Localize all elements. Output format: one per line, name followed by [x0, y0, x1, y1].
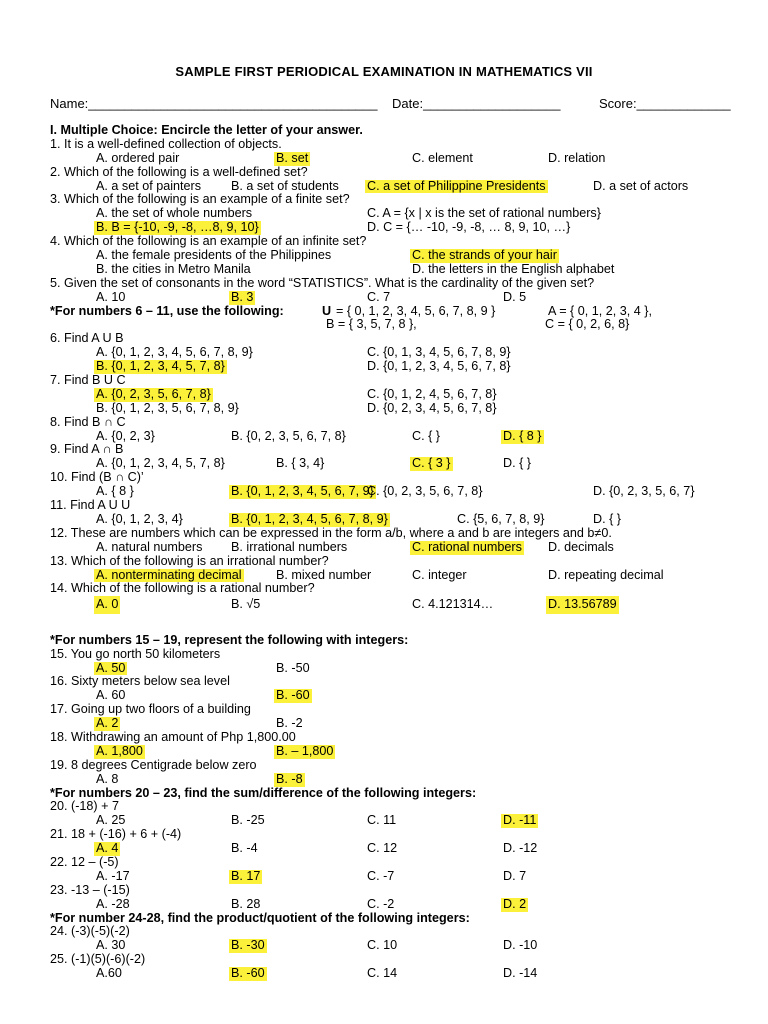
answer-option: A. 10	[96, 289, 126, 304]
answer-option: C. 10	[367, 938, 398, 953]
answer-option: D. the letters in the English alphabet	[412, 261, 615, 276]
answer-option-highlighted: B. B = {-10, -9, -8, …8, 9, 10}	[96, 220, 259, 235]
answer-option: B. 28	[231, 896, 261, 911]
answer-option: B. mixed number	[276, 567, 372, 582]
answer-option-highlighted: A. 4	[96, 841, 119, 856]
section-heading	[0, 634, 768, 648]
answer-option: B. √5	[231, 597, 261, 612]
answer-option: B. {0, 1, 2, 3, 5, 6, 7, 8, 9}	[96, 400, 239, 415]
answer-option-highlighted: C. rational numbers	[412, 539, 522, 554]
date-field: Date:___________________	[392, 96, 561, 111]
answer-option: B. irrational numbers	[231, 539, 348, 554]
section-heading-text: *For number 24-28, find the product/quotient of the following integers:	[50, 910, 470, 925]
question-text	[0, 471, 768, 485]
answer-option: B. { 3, 4}	[276, 456, 325, 471]
answer-option: C. -2	[367, 896, 395, 911]
question-text	[0, 555, 768, 569]
question-stem: 6. Find A U B	[50, 331, 124, 346]
question-text	[0, 499, 768, 513]
answer-option: C. 4.121314…	[412, 597, 494, 612]
question-stem: 2. Which of the following is a well-defined set?	[50, 164, 308, 179]
set-definition-text: C = { 0, 2, 6, 8}	[545, 317, 630, 332]
answer-option: D. -12	[503, 841, 538, 856]
answer-options	[0, 249, 768, 263]
answer-option-highlighted: B. {0, 1, 2, 3, 4, 5, 6, 7, 8, 9}	[231, 511, 388, 526]
question-text	[0, 277, 768, 291]
answer-option: B. a set of students	[231, 178, 339, 193]
answer-options	[0, 457, 768, 471]
answer-option-highlighted: B. set	[276, 150, 309, 165]
answer-option: B. -2	[276, 716, 303, 731]
set-definition-text: *For numbers 6 – 11, use the following:	[50, 303, 284, 318]
answer-options	[0, 596, 768, 614]
answer-option: A. -28	[96, 896, 130, 911]
section-heading	[0, 787, 768, 801]
answer-option: C. {0, 1, 2, 4, 5, 6, 7, 8}	[367, 386, 497, 401]
answer-option: D. relation	[548, 150, 606, 165]
question-stem: 23. -13 – (-15)	[50, 882, 130, 897]
answer-options	[0, 814, 768, 828]
set-definition-text: = { 0, 1, 2, 3, 4, 5, 6, 7, 8, 9 }	[336, 303, 496, 318]
answer-options	[0, 745, 768, 759]
question-text	[0, 856, 768, 870]
section-heading-text: *For numbers 15 – 19, represent the following with integers:	[50, 632, 409, 647]
answer-options	[0, 152, 768, 166]
answer-option-highlighted: B. {0, 1, 2, 3, 4, 5, 6, 7, 9}	[231, 484, 374, 499]
question-stem: 10. Find (B ∩ C)’	[50, 470, 144, 485]
question-stem: 8. Find B ∩ C	[50, 414, 126, 429]
answer-option-highlighted: B. -30	[231, 938, 265, 953]
answer-option: C. {0, 2, 3, 5, 6, 7, 8}	[367, 484, 483, 499]
answer-option-highlighted: B. -60	[276, 688, 310, 703]
answer-option: C. {0, 1, 3, 4, 5, 6, 7, 8, 9}	[367, 345, 511, 360]
answer-option: A. -17	[96, 868, 130, 883]
question-stem: 13. Which of the following is an irrational number?	[50, 553, 329, 568]
answer-option: C. 7	[367, 289, 391, 304]
set-definition-text: A = { 0, 1, 2, 3, 4 },	[548, 303, 652, 318]
answer-options	[0, 207, 768, 221]
question-text	[0, 828, 768, 842]
question-text	[0, 527, 768, 541]
answer-option-highlighted: C. { 3 }	[412, 456, 451, 471]
set-definition-text: U	[322, 303, 332, 318]
answer-options	[0, 541, 768, 555]
question-text	[0, 675, 768, 689]
question-stem: 15. You go north 50 kilometers	[50, 646, 221, 661]
answer-option: C. integer	[412, 567, 467, 582]
question-stem: 16. Sixty meters below sea level	[50, 674, 230, 689]
answer-options	[0, 717, 768, 731]
answer-option: D. -14	[503, 966, 538, 981]
question-text	[0, 703, 768, 717]
answer-option: D. { }	[503, 456, 532, 471]
question-text	[0, 416, 768, 430]
answer-option: C. 12	[367, 841, 398, 856]
answer-option: A. 8	[96, 771, 119, 786]
answer-option-highlighted: D. 13.56789	[546, 596, 619, 614]
answer-option: D. {0, 2, 3, 5, 6, 7}	[593, 484, 695, 499]
section-heading-text: *For numbers 20 – 23, find the sum/difference of the following integers:	[50, 785, 477, 800]
answer-option: C. 14	[367, 966, 398, 981]
question-text	[0, 166, 768, 180]
answer-option-highlighted: B. 17	[231, 868, 261, 883]
question-text	[0, 884, 768, 898]
question-text	[0, 443, 768, 457]
section-heading	[0, 124, 768, 138]
answer-options	[0, 402, 768, 416]
answer-options	[0, 689, 768, 703]
answer-options	[0, 346, 768, 360]
answer-option: A. {0, 2, 3}	[96, 428, 155, 443]
question-text	[0, 648, 768, 662]
answer-option: B. the cities in Metro Manila	[96, 261, 251, 276]
question-stem: 25. (-1)(5)(-6)(-2)	[50, 952, 146, 967]
question-stem: 9. Find A ∩ B	[50, 442, 124, 457]
name-field: Name:________________________________________	[50, 96, 378, 111]
question-stem: 11. Find A U U	[50, 498, 131, 513]
answer-option-highlighted: A. 50	[96, 660, 126, 675]
answer-option: C. 11	[367, 813, 397, 828]
question-text	[0, 374, 768, 388]
answer-option: A. 25	[96, 813, 126, 828]
section-heading-text: I. Multiple Choice: Encircle the letter of your answer.	[50, 123, 363, 137]
answer-option-highlighted: B. -60	[231, 966, 265, 981]
answer-option-highlighted: D. { 8 }	[503, 428, 542, 443]
question-text	[0, 759, 768, 773]
score-field: Score:_____________	[599, 96, 731, 111]
answer-option-highlighted: A. 2	[96, 716, 119, 731]
question-stem: 1. It is a well-defined collection of objects.	[50, 136, 282, 151]
answer-option: C. {5, 6, 7, 8, 9}	[457, 511, 545, 526]
question-stem: 3. Which of the following is an example of a finite set?	[50, 192, 350, 207]
question-text	[0, 582, 768, 596]
answer-option: A. the set of whole numbers	[96, 206, 253, 221]
answer-option: A. the female presidents of the Philippines	[96, 248, 332, 263]
answer-option: A. 30	[96, 938, 126, 953]
answer-options	[0, 939, 768, 953]
answer-option: D. repeating decimal	[548, 567, 664, 582]
answer-option-highlighted: C. the strands of your hair	[412, 248, 557, 263]
question-stem: 7. Find B U C	[50, 373, 126, 388]
answer-option-highlighted: A. 1,800	[96, 743, 143, 758]
question-stem: 18. Withdrawing an amount of Php 1,800.00	[50, 730, 296, 745]
answer-options	[0, 430, 768, 444]
answer-options	[0, 967, 768, 981]
answer-options	[0, 842, 768, 856]
answer-option: D. a set of actors	[593, 178, 689, 193]
answer-options	[0, 898, 768, 912]
answer-option-highlighted: A. 0	[94, 596, 120, 614]
answer-option: D. 5	[503, 289, 527, 304]
answer-option: C. { }	[412, 428, 441, 443]
question-text	[0, 800, 768, 814]
question-stem: 17. Going up two floors of a building	[50, 702, 251, 717]
answer-options	[0, 263, 768, 277]
question-stem: 12. These are numbers which can be expressed in the form a/b, where a and b are integers and b≠0.	[50, 525, 612, 540]
answer-option-highlighted: D. 2	[503, 896, 527, 911]
set-definition-text: B = { 3, 5, 7, 8 },	[326, 317, 417, 332]
answer-options	[0, 513, 768, 527]
spacer	[0, 614, 768, 634]
question-text	[0, 953, 768, 967]
page-title: SAMPLE FIRST PERIODICAL EXAMINATION IN MATHEMATICS VII	[175, 64, 593, 79]
answer-option: D. {0, 2, 3, 4, 5, 6, 7, 8}	[367, 400, 497, 415]
answer-option: A. {0, 1, 2, 3, 4}	[96, 511, 183, 526]
answer-option: B. -25	[231, 813, 265, 828]
answer-options	[0, 291, 768, 305]
question-text	[0, 731, 768, 745]
question-text	[0, 925, 768, 939]
question-stem: 20. (-18) + 7	[50, 799, 119, 814]
answer-options	[0, 773, 768, 787]
answer-option: D. {0, 1, 2, 3, 4, 5, 6, 7, 8}	[367, 359, 511, 374]
question-stem: 24. (-3)(-5)(-2)	[50, 924, 130, 939]
section-heading	[0, 912, 768, 926]
answer-option: B. -50	[276, 660, 310, 675]
answer-options	[0, 180, 768, 194]
question-text	[0, 235, 768, 249]
answer-option: A. 60	[96, 688, 126, 703]
answer-option: A. {0, 1, 2, 3, 4, 5, 6, 7, 8, 9}	[96, 345, 253, 360]
answer-options	[0, 388, 768, 402]
answer-option: C. element	[412, 150, 473, 165]
answer-option: A. { 8 }	[96, 484, 134, 499]
answer-option: D. C = {… -10, -9, -8, … 8, 9, 10, …}	[367, 220, 571, 235]
answer-option-highlighted: C. a set of Philippine Presidents	[367, 178, 546, 193]
question-stem: 22. 12 – (-5)	[50, 855, 119, 870]
question-text	[0, 193, 768, 207]
question-stem: 21. 18 + (-16) + 6 + (-4)	[50, 827, 182, 842]
answer-option-highlighted: A. {0, 2, 3, 5, 6, 7, 8}	[96, 386, 211, 401]
answer-option: D. 7	[503, 868, 527, 883]
question-stem: 14. Which of the following is a rational number?	[50, 581, 315, 596]
answer-options	[0, 221, 768, 235]
question-stem: 4. Which of the following is an example of an infinite set?	[50, 234, 367, 249]
answer-options	[0, 662, 768, 676]
answer-options	[0, 485, 768, 499]
answer-option: A. ordered pair	[96, 150, 180, 165]
answer-option: A.60	[96, 966, 122, 981]
answer-option: C. A = {x | x is the set of rational numbers}	[367, 206, 601, 221]
question-text	[0, 138, 768, 152]
answer-option-highlighted: D. -11	[503, 813, 537, 828]
exam-questions	[0, 124, 768, 981]
answer-option: D. decimals	[548, 539, 614, 554]
answer-option-highlighted: A. nonterminating decimal	[96, 567, 242, 582]
answer-option-highlighted: B. 3	[231, 289, 254, 304]
answer-options	[0, 360, 768, 374]
answer-option: A. a set of painters	[96, 178, 202, 193]
answer-option: B. -4	[231, 841, 258, 856]
answer-option: D. -10	[503, 938, 538, 953]
answer-option: D. { }	[593, 511, 622, 526]
question-stem: 19. 8 degrees Centigrade below zero	[50, 757, 257, 772]
answer-option: C. -7	[367, 868, 395, 883]
answer-options	[0, 870, 768, 884]
question-stem: 5. Given the set of consonants in the word “STATISTICS”. What is the cardinality of the given set?	[50, 275, 595, 290]
question-text	[0, 332, 768, 346]
answer-options	[0, 569, 768, 583]
answer-option-highlighted: B. -8	[276, 771, 303, 786]
answer-option-highlighted: B. {0, 1, 2, 3, 4, 5, 7, 8}	[96, 359, 225, 374]
set-definitions-heading	[0, 305, 768, 319]
answer-option: B. {0, 2, 3, 5, 6, 7, 8}	[231, 428, 346, 443]
set-definitions	[0, 318, 768, 332]
answer-option: A. natural numbers	[96, 539, 203, 554]
answer-option-highlighted: B. – 1,800	[276, 743, 334, 758]
answer-option: A. {0, 1, 2, 3, 4, 5, 7, 8}	[96, 456, 225, 471]
